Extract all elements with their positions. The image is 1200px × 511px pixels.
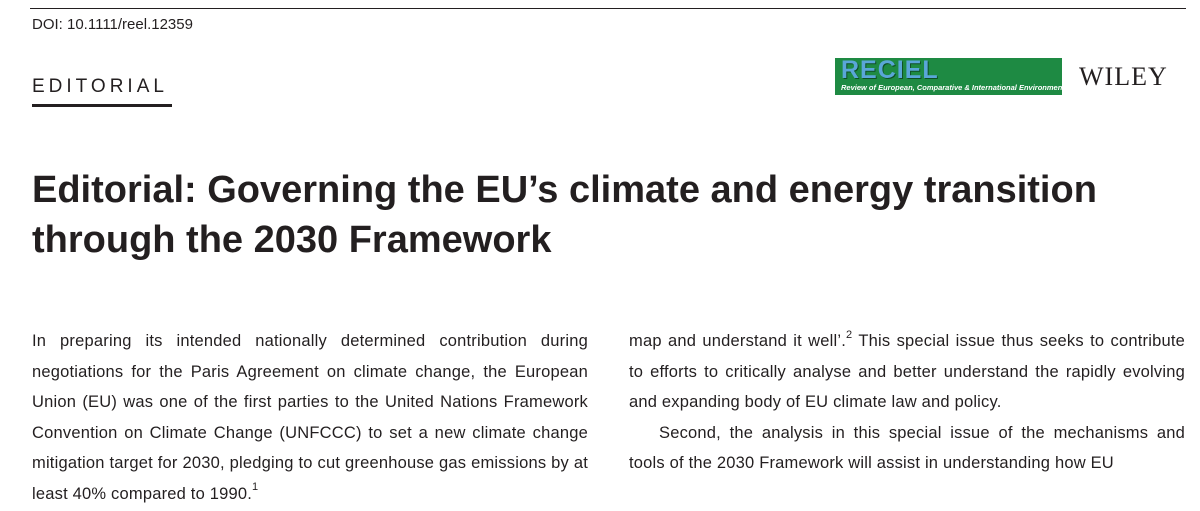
- section-label: EDITORIAL: [32, 76, 168, 97]
- article-title: [32, 165, 1182, 265]
- section-underline: [32, 104, 172, 107]
- footnote-ref-2[interactable]: 2: [846, 328, 853, 341]
- paragraph-text: Second, the analysis in this special issue of the mechanisms and tools of the 2030 Framework will assist in understanding how EU: [629, 423, 1185, 472]
- doi-text[interactable]: DOI: 10.1111/reel.12359: [32, 16, 193, 33]
- journal-logo-subtitle: Review of European, Comparative & International Environmental Law: [841, 83, 1088, 92]
- body-column-left: [32, 326, 588, 509]
- footnote-ref-1[interactable]: 1: [252, 481, 259, 493]
- publisher-logo[interactable]: WILEY: [1079, 62, 1168, 91]
- article-title-line-2: through the 2030 Framework: [32, 219, 552, 261]
- paragraph-text: map and understand it well’.: [629, 332, 847, 350]
- journal-logo-name: RECIEL: [841, 56, 939, 84]
- article-title-line-1: Editorial: Governing the EU’s climate and energy transition: [32, 169, 1097, 211]
- paragraph: [629, 418, 1185, 479]
- paragraph-text: In preparing its intended nationally determined contribution during negotiations for the Paris Agreement on climate change, the European Union (EU) was one of the first parties to the United Nations Framework Convention on Climate Change (UNFCCC) to set a new climate change mitigation target for 2030, pledging to cut greenhouse gas emissions by at least 40% compared to 1990.: [32, 332, 588, 503]
- journal-logo[interactable]: [835, 56, 1088, 95]
- top-rule: [30, 8, 1186, 9]
- body-column-right: [629, 326, 1185, 479]
- paragraph: [32, 326, 588, 509]
- paragraph-text: This special issue thus seeks to contribute to efforts to critically analyse and better understand the rapidly evolving and expanding body of EU climate law and policy.: [629, 332, 1186, 411]
- paragraph: [629, 326, 1185, 418]
